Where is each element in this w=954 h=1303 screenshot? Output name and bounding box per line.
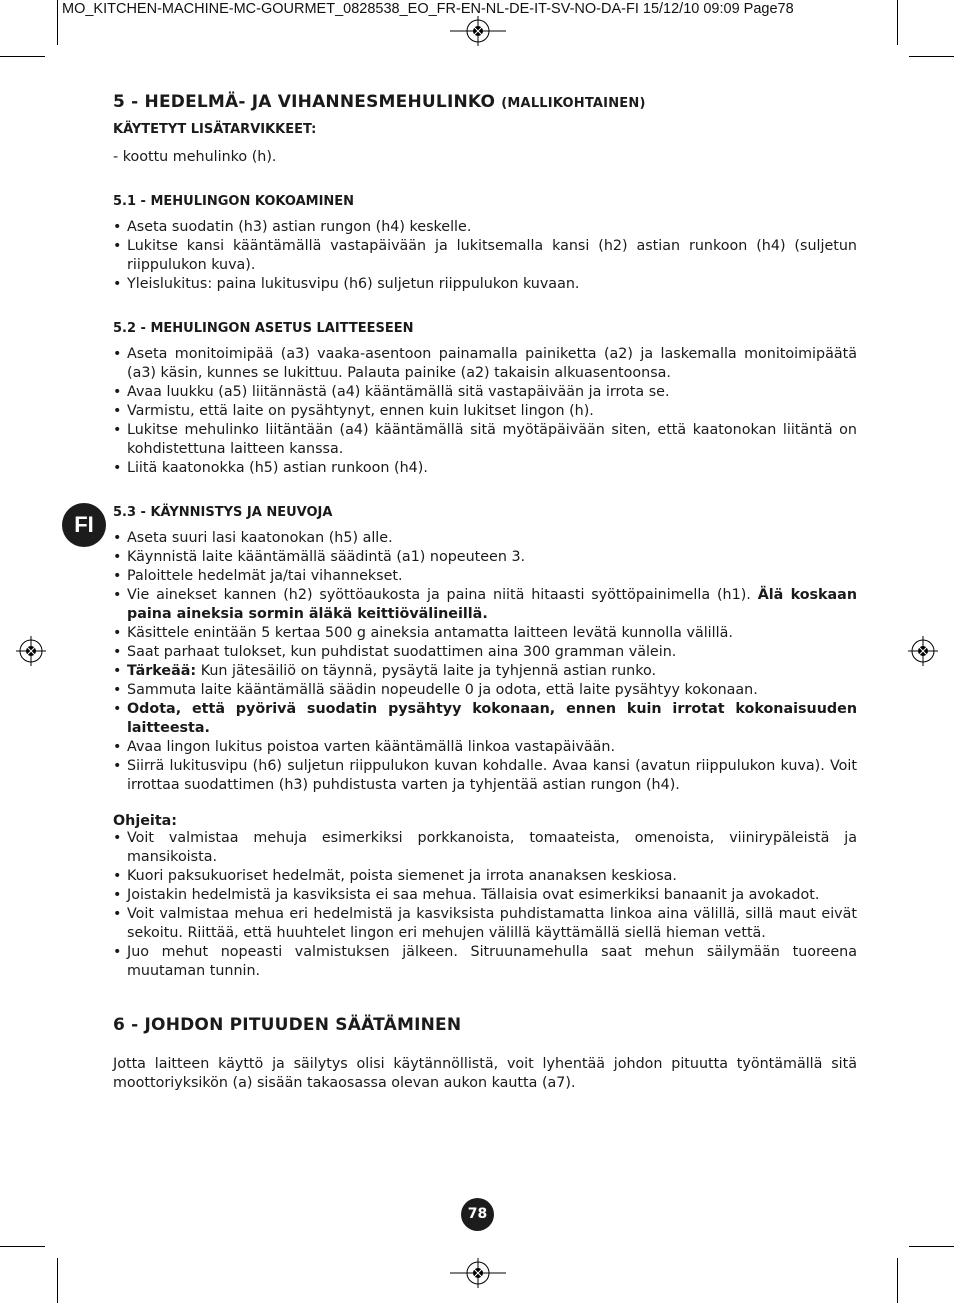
list-item: • Avaa lingon lukitus poistoa varten kääntämällä linkoa vastapäivään. bbox=[113, 738, 857, 757]
list-item: • Varmistu, että laite on pysähtynyt, ennen kuin lukitset lingon (h). bbox=[113, 402, 857, 421]
list-item: • Voit valmistaa mehua eri hedelmistä ja kasviksista puhdistamatta linkoa aina välillä, sillä maut eivät sekoitu. Riittää, että huuhtelet lingon eri mehujen välillä käyttämällä siellä hieman vettä. bbox=[113, 905, 857, 943]
language-badge: FI bbox=[62, 503, 106, 547]
list-item: • Lukitse kansi kääntämällä vastapäivään ja lukitsemalla kansi (h2) astian runkoon (h4) (suljetun riippulukon kuva). bbox=[113, 237, 857, 275]
list-item: • Paloittele hedelmät ja/tai vihannekset. bbox=[113, 567, 857, 586]
page-number: 78 bbox=[461, 1198, 494, 1231]
subsection-5-2-heading: 5.2 - MEHULINGON ASETUS LAITTEESEEN bbox=[113, 321, 414, 336]
list-item: • Käynnistä laite kääntämällä säädintä (a1) nopeuteen 3. bbox=[113, 548, 857, 567]
list-item: • Voit valmistaa mehuja esimerkiksi porkkanoista, tomaateista, omenoista, viinirypäleistä ja mansikoista. bbox=[113, 829, 857, 867]
subsection-5-2-list bbox=[113, 345, 857, 478]
list-item: • Käsittele enintään 5 kertaa 500 g aineksia antamatta laitteen levätä kunnolla välillä. bbox=[113, 624, 857, 643]
list-item: • Aseta suuri lasi kaatonokan (h5) alle. bbox=[113, 529, 857, 548]
accessories-heading: KÄYTETYT LISÄTARVIKKEET: bbox=[113, 122, 317, 137]
subsection-5-3-heading: 5.3 - KÄYNNISTYS JA NEUVOJA bbox=[113, 505, 333, 520]
warning-text: Älä koskaan paina aineksia sormin äläkä keittiövälineillä. bbox=[127, 587, 858, 622]
list-item-text: Vie ainekset kannen (h2) syöttöaukosta ja paina niitä hitaasti syöttöpainimella (h1). bbox=[127, 587, 751, 603]
section-6-title: 6 - JOHDON PITUUDEN SÄÄTÄMINEN bbox=[113, 1015, 462, 1035]
list-item-text: Kun jätesäiliö on täynnä, pysäytä laite ja tyhjennä astian runko. bbox=[200, 663, 657, 679]
crop-mark bbox=[0, 56, 45, 57]
list-item: • Aseta monitoimipää (a3) vaaka-asentoon painamalla painiketta (a2) ja laskemalla monitoimipäätä (a3) käsin, kunnes se lukittuu. Palauta painike (a2) takaisin alkuasentoonsa. bbox=[113, 345, 857, 383]
list-item: • Avaa luukku (a5) liitännästä (a4) kääntämällä sitä vastapäivään ja irrota se. bbox=[113, 383, 857, 402]
section-6-text: Jotta laitteen käyttö ja säilytys olisi käytännöllistä, voit lyhentää johdon pituutta työntämällä sitä moottoriyksikön (a) sisään takaosassa olevan aukon kautta (a7). bbox=[113, 1056, 857, 1091]
crop-mark bbox=[909, 56, 954, 57]
list-item: • Saat parhaat tulokset, kun puhdistat suodattimen aina 300 gramman välein. bbox=[113, 643, 857, 662]
registration-mark-icon bbox=[16, 636, 46, 666]
registration-mark-icon bbox=[450, 16, 506, 46]
section-5-title-suffix: (MALLIKOHTAINEN) bbox=[501, 96, 646, 111]
crop-mark bbox=[909, 1246, 954, 1247]
subsection-5-1-heading: 5.1 - MEHULINGON KOKOAMINEN bbox=[113, 194, 355, 209]
print-header: MO_KITCHEN-MACHINE-MC-GOURMET_0828538_EO_FR-EN-NL-DE-IT-SV-NO-DA-FI 15/12/10 09:09 Page78 bbox=[62, 1, 794, 17]
list-item bbox=[113, 662, 857, 681]
list-item: • Lukitse mehulinko liitäntään (a4) kääntämällä sitä myötäpäivään siten, että kaatonokan liitäntä on kohdistettuna laitteen kanssa. bbox=[113, 421, 857, 459]
list-item: • Aseta suodatin (h3) astian rungon (h4) keskelle. bbox=[113, 218, 857, 237]
subsection-5-1-list bbox=[113, 218, 857, 294]
accessories-item: - koottu mehulinko (h). bbox=[113, 149, 277, 165]
section-5-title-text: 5 - HEDELMÄ- JA VIHANNESMEHULINKO bbox=[113, 92, 496, 112]
list-item: • Sammuta laite kääntämällä säädin nopeudelle 0 ja odota, että laite pysähtyy kokonaan. bbox=[113, 681, 857, 700]
list-item: • Yleislukitus: paina lukitusvipu (h6) suljetun riippulukon kuvaan. bbox=[113, 275, 857, 294]
crop-mark bbox=[57, 1258, 58, 1303]
registration-mark-icon bbox=[908, 636, 938, 666]
list-item: • Kuori paksukuoriset hedelmät, poista siemenet ja irrota ananaksen keskiosa. bbox=[113, 867, 857, 886]
registration-mark-icon bbox=[450, 1258, 506, 1288]
crop-mark bbox=[0, 1246, 45, 1247]
tips-heading: Ohjeita: bbox=[113, 813, 178, 829]
list-item: • Juo mehut nopeasti valmistuksen jälkeen. Sitruunamehulla saat mehun säilymään tuoreena muutaman tunnin. bbox=[113, 943, 857, 981]
list-item bbox=[113, 586, 857, 624]
subsection-5-3-list bbox=[113, 529, 857, 795]
tips-list bbox=[113, 829, 857, 981]
crop-mark bbox=[897, 0, 898, 45]
document-body bbox=[113, 92, 857, 1093]
crop-mark bbox=[57, 0, 58, 45]
list-item: • Siirrä lukitusvipu (h6) suljetun riippulukon kuvan kohdalle. Avaa kansi (avatun riippulukon kuva). Voit irrottaa suodattimen (h3) puhdistusta varten ja tyhjentää astian rungon (h4). bbox=[113, 757, 857, 795]
warning-text: Odota, että pyörivä suodatin pysähtyy kokonaan, ennen kuin irrotat kokonaisuuden laitteesta. bbox=[127, 701, 857, 736]
section-5-title bbox=[113, 92, 857, 112]
list-item bbox=[113, 700, 857, 738]
important-label: Tärkeää: bbox=[127, 663, 197, 679]
list-item: • Joistakin hedelmistä ja kasviksista ei saa mehua. Tällaisia ovat esimerkiksi banaanit ja avokadot. bbox=[113, 886, 857, 905]
list-item: • Liitä kaatonokka (h5) astian runkoon (h4). bbox=[113, 459, 857, 478]
crop-mark bbox=[897, 1258, 898, 1303]
